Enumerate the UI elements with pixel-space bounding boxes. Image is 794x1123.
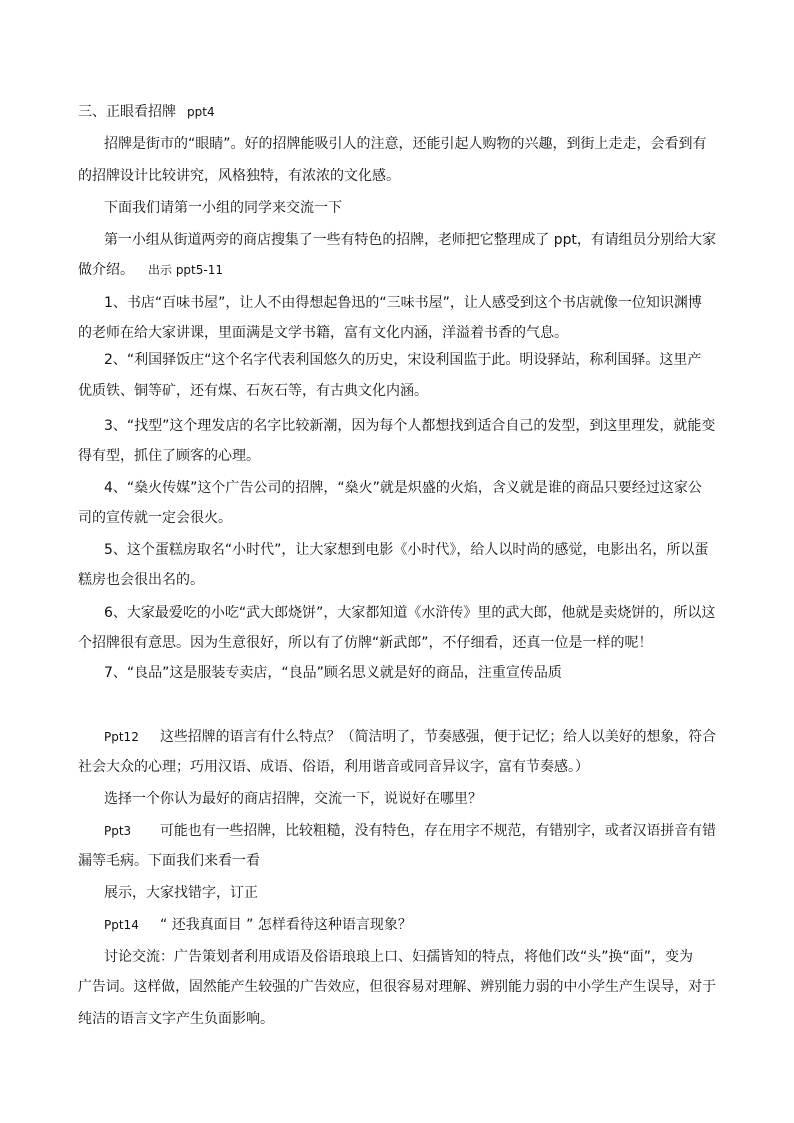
list-item: 优质铁、铜等矿，还有煤、石灰石等，有古典文化内涵。 [78, 383, 428, 399]
list-item: 4、“燊火传媒”这个广告公司的招牌，“燊火”就是炽盛的火焰，含义就是谁的商品只要经过这家公 [104, 480, 702, 496]
paragraph-line: 的招牌设计比较讲究，风格独特，有浓浓的文化感。 [78, 168, 400, 184]
list-item: 3、“找型”这个理发店的名字比较新潮，因为每个人都想找到适合自己的发型，到这里理发，就能变 [104, 418, 716, 434]
paragraph-line: 招牌是街市的“眼睛”。好的招牌能吸引人的注意，还能引起人购物的兴趣，到街上走走，会看到有 [104, 136, 707, 152]
ppt-ref: 出示 ppt5-11 [148, 263, 223, 277]
section-heading [0, 97, 794, 127]
paragraph-line: 第一小组从街道两旁的商店搜集了一些有特色的招牌，老师把它整理成了 ppt，有请组员分别给大家 [104, 232, 717, 248]
list-item: 司的宣传就一定会很火。 [78, 510, 232, 526]
question-line: 社会大众的心理；巧用汉语、成语、俗语，利用谐音或同音异议字，富有节奏感。） [78, 759, 589, 775]
ppt-ref: Ppt3 [104, 824, 132, 838]
discussion-line: 讨论交流：广告策划者利用成语及俗语琅琅上口、妇孺皆知的特点，将他们改“头”换“面”，变为 [104, 949, 694, 965]
list-item: 1、书店“百味书屋”，让人不由得想起鲁迅的“三味书屋”，让人感受到这个书店就像一位知识渊博 [104, 295, 702, 311]
list-item: 个招牌很有意思。因为生意很好，所以有了仿牌“新武郎”，不仔细看，还真一位是一样的呢！ [78, 635, 653, 651]
list-item: 7、“良品”这是服装专卖店，“良品”顾名思义就是好的商品，注重宣传品质 [104, 665, 562, 681]
question-line: 漏等毛病。下面我们来看一看 [78, 853, 260, 869]
list-item: 得有型，抓住了顾客的心理。 [78, 448, 260, 464]
question-line: Ppt12 这些招牌的语言有什么特点？（简洁明了，节奏感强，便于记忆；给人以美好的想象，符合 [0, 722, 794, 752]
ppt-ref: Ppt12 [104, 730, 139, 744]
question-line: 选择一个你认为最好的商店招牌，交流一下，说说好在哪里？ [104, 791, 482, 807]
question-line: Ppt3 可能也有一些招牌，比较粗糙，没有特色，存在用字不规范，有错别字，或者汉语拼音有错 [0, 816, 794, 846]
discussion-line: 广告词。这样做，固然能产生较强的广告效应，但很容易对理解、辨别能力弱的中小学生产生误导，对于 [78, 979, 717, 995]
list-item: 2、“利国驿饭庄“这个名字代表利国悠久的历史，宋设利国监于此。明设驿站，称利国驿。这里产 [104, 352, 702, 368]
paragraph-line: 做介绍。 出示 ppt5-11 [0, 255, 794, 285]
question-line: Ppt14 “ 还我真面目 ” 怎样看待这种语言现象？ [0, 910, 794, 940]
list-item: 6、大家最爱吃的小吃“武大郎烧饼”，大家都知道《水浒传》里的武大郎，他就是卖烧饼的，所以这 [104, 605, 716, 621]
discussion-line: 纯洁的语言文字产生负面影响。 [78, 1011, 274, 1027]
list-item: 糕房也会很出名的。 [78, 572, 204, 588]
list-item: 5、这个蛋糕房取名“小时代”，让大家想到电影《小时代》，给人以时尚的感觉，电影出名，所以蛋 [104, 542, 709, 558]
heading-text: 三、正眼看招牌 [78, 104, 176, 120]
list-item: 的老师在给大家讲课，里面满是文学书籍，富有文化内涵，洋溢着书香的气息。 [78, 325, 568, 341]
ppt-ref: Ppt14 [104, 918, 139, 932]
heading-ppt-ref: ppt4 [187, 105, 215, 119]
paragraph-line: 下面我们请第一小组的同学来交流一下 [104, 200, 342, 216]
question-line: 展示，大家找错字，订正 [104, 885, 258, 901]
